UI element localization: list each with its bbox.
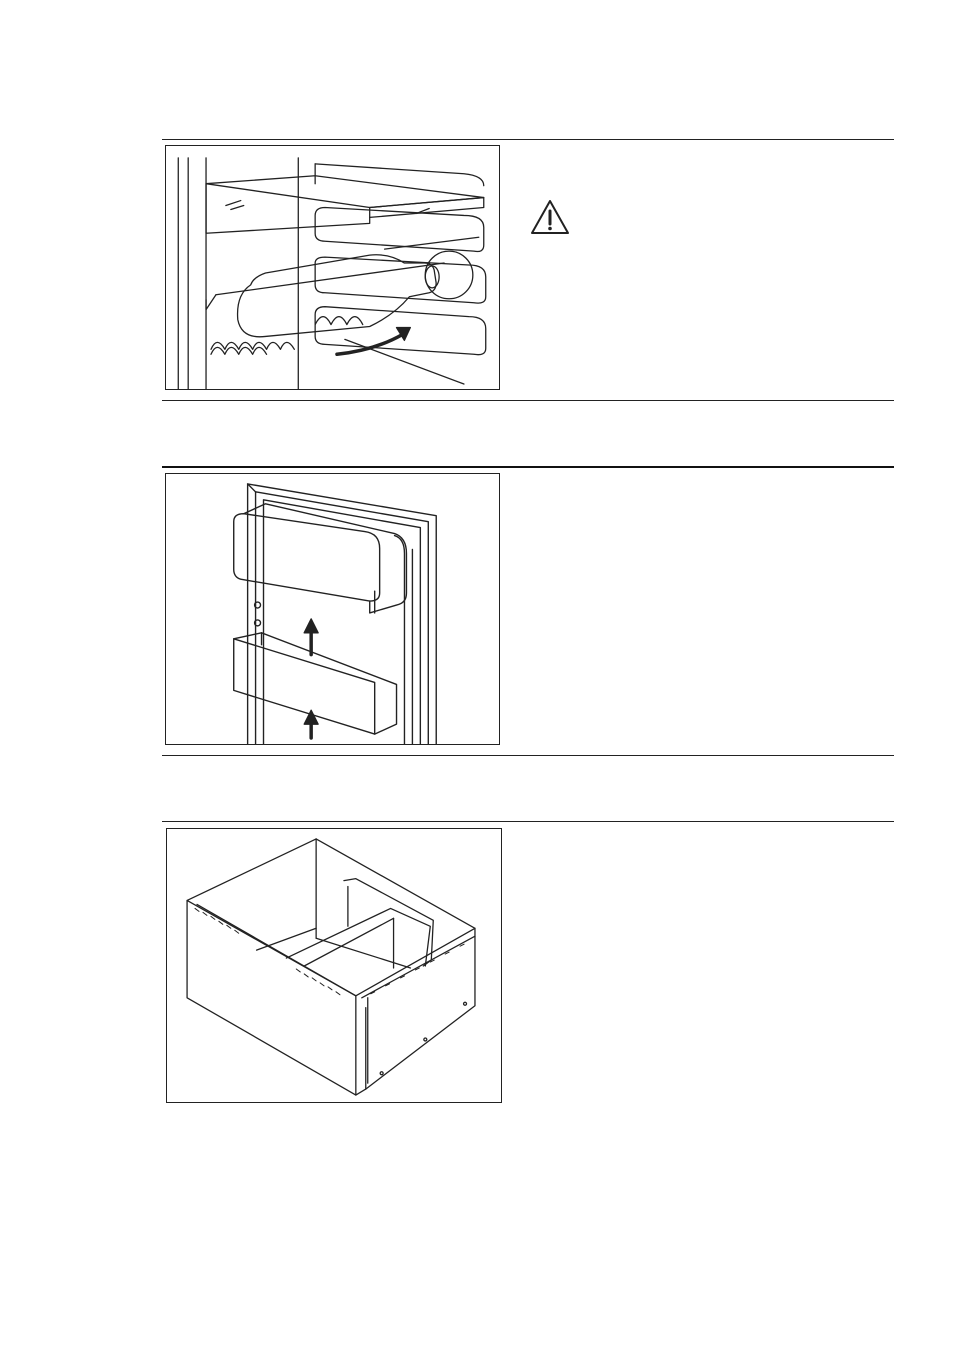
section-divider-thick bbox=[162, 466, 894, 468]
section-divider bbox=[162, 821, 894, 822]
bottle-rack-illustration bbox=[165, 145, 500, 390]
section-divider-top bbox=[162, 139, 894, 140]
warning-triangle-icon bbox=[530, 199, 570, 235]
door-balcony-illustration bbox=[165, 473, 500, 745]
section-divider bbox=[162, 755, 894, 756]
freezer-drawer-illustration bbox=[166, 828, 502, 1103]
section-divider bbox=[162, 400, 894, 401]
